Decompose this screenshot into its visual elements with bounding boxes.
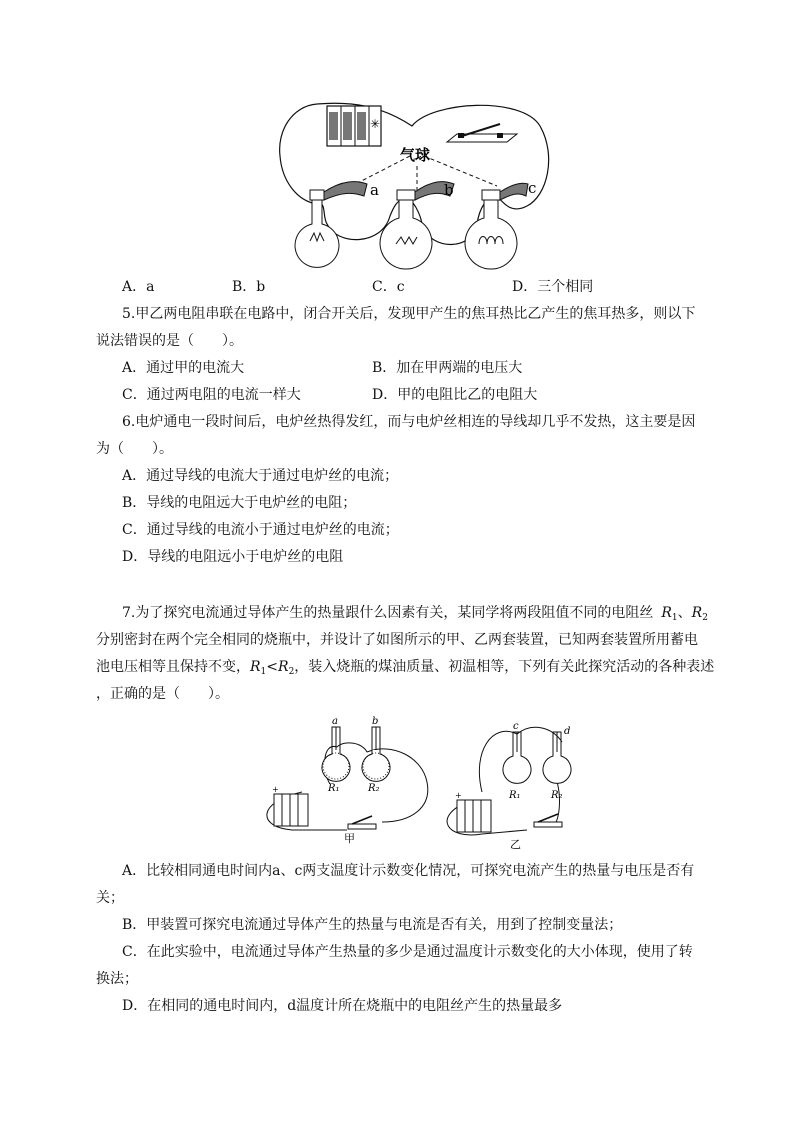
q5-option-b: B．加在甲两端的电压大 (372, 360, 523, 376)
q6-stem-line1: 6.电炉通电一段时间后，电炉丝热得发红，而与电炉丝相连的导线却几乎不发热，这主要是因 (122, 414, 696, 430)
svg-text:R₂: R₂ (551, 790, 563, 801)
flask-a (295, 181, 379, 267)
svg-text:+: + (272, 785, 279, 794)
q7-option-b: B．甲装置可探究电流通过导体产生的热量与电流是否有关，用到了控制变量法； (122, 917, 623, 933)
q7-stem-line2: 分别密封在两个完全相同的烧瓶中，并设计了如图所示的甲、乙两套装置，已知两套装置所用蓄电 (96, 632, 698, 648)
q5-option-d: D．甲的电阻比乙的电阻大 (372, 387, 538, 403)
q7-option-d: D．在相同的通电时间内，d温度计所在烧瓶中的电阻丝产生的热量最多 (122, 998, 563, 1014)
svg-text:b: b (372, 716, 379, 727)
figure-balloon-circuit (272, 96, 562, 271)
circuit-yi (447, 721, 571, 851)
flask-b (380, 181, 454, 269)
svg-text:乙: 乙 (510, 838, 521, 851)
q4-option-c: C．c (372, 279, 405, 295)
svg-text:d: d (564, 726, 571, 737)
q6-option-b: B．导线的电阻远大于电炉丝的电阻； (122, 495, 357, 511)
q6-stem-line2: 为（ ）。 (96, 441, 173, 457)
svg-text:b: b (444, 181, 454, 199)
svg-text:+: + (455, 791, 462, 800)
switch-icon (447, 124, 517, 142)
balloon-label: 气球 (400, 146, 431, 164)
q5-stem-line2: 说法错误的是（ ）。 (96, 333, 243, 349)
q4-option-a: A．a (122, 279, 155, 295)
svg-text:✳: ✳ (370, 117, 381, 131)
svg-text:a: a (332, 716, 338, 727)
q7-stem-line3: 池电压相等且保持不变，$R_1<R_2$，装入烧瓶的煤油质量、初温相等，下列有关此探究活动的各种表述 (96, 659, 715, 677)
circuit-jia (267, 716, 428, 845)
q7-option-c-line1: C．在此实验中，电流通过导体产生热量的多少是通过温度计示数变化的大小体现，使用了转 (122, 944, 693, 960)
figure-two-circuits (252, 712, 572, 852)
battery-icon (327, 106, 381, 146)
svg-text:c: c (528, 179, 537, 197)
q5-option-a: A．通过甲的电流大 (122, 360, 245, 376)
svg-text:a: a (370, 181, 379, 199)
q4-option-b: B．b (232, 279, 266, 295)
flask-c (465, 179, 536, 269)
svg-text:R₁: R₁ (509, 790, 521, 801)
q7-option-a-line1: A．比较相同通电时间内a、c两支温度计示数变化情况，可探究电流产生的热量与电压是否有 (122, 863, 695, 879)
q7-option-a-line2: 关； (96, 890, 124, 906)
svg-text:c: c (513, 721, 519, 732)
q5-stem-line1: 5.甲乙两电阻串联在电路中，闭合开关后，发现甲产生的焦耳热比乙产生的焦耳热多，则以下 (122, 306, 696, 322)
svg-text:甲: 甲 (344, 832, 355, 845)
q7-option-c-line2: 换法； (96, 971, 138, 987)
q7-stem-line4: ，正确的是（ ）。 (96, 686, 229, 702)
q7-stem-line1: 7.为了探究电流通过导体产生的热量跟什么因素有关，某同学将两段阻值不同的电阻丝 $R_1$、$R_2$ (122, 605, 708, 623)
svg-text:R₂: R₂ (368, 783, 380, 794)
q4-option-d: D．三个相同 (512, 279, 594, 295)
q6-option-c: C．通过导线的电流小于通过电炉丝的电流； (122, 522, 399, 538)
q6-option-a: A．通过导线的电流大于通过电炉丝的电流； (122, 468, 399, 484)
q6-option-d: D．导线的电阻远小于电炉丝的电阻 (122, 549, 344, 565)
svg-text:R₁: R₁ (328, 783, 340, 794)
q5-option-c: C．通过两电阻的电流一样大 (122, 387, 301, 403)
